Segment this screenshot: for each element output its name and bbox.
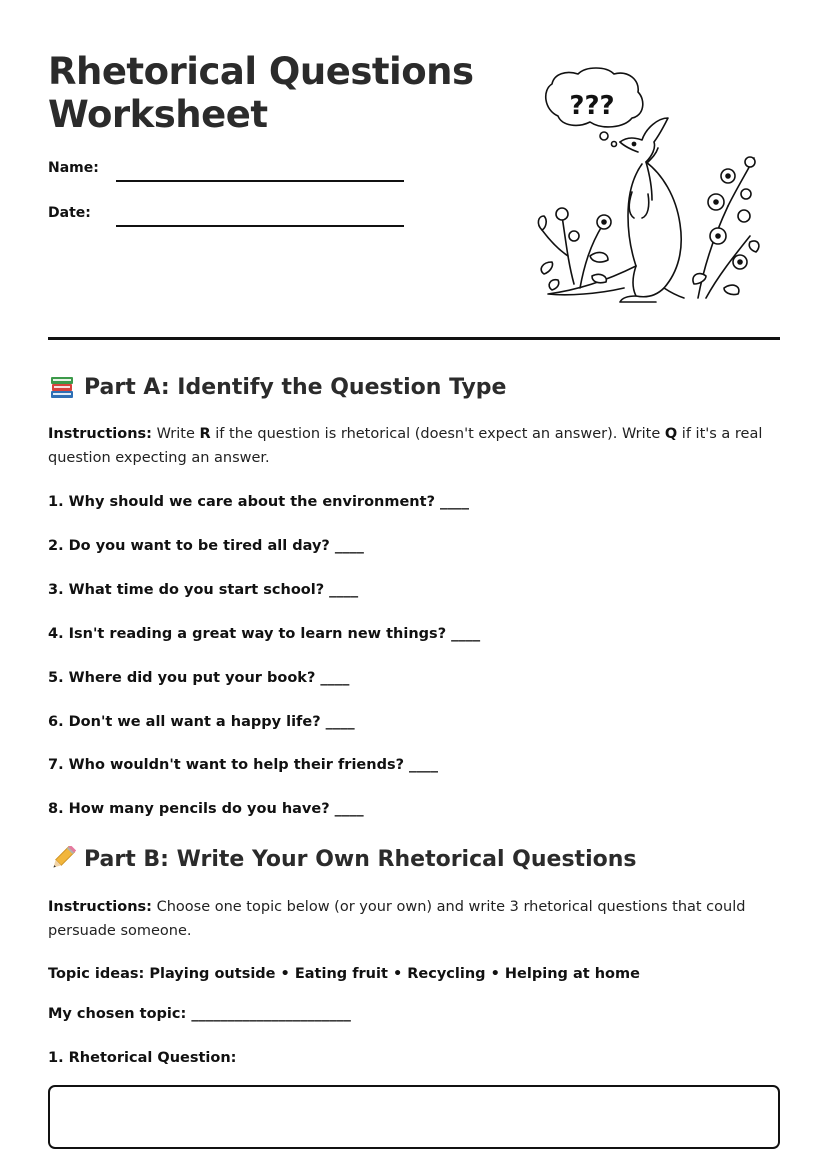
title-line-1: Rhetorical Questions bbox=[48, 50, 474, 93]
question-item: 5. Where did you put your book? ____ bbox=[48, 670, 350, 686]
name-line bbox=[116, 180, 404, 182]
part-a-instructions-text-3: if it's a real question expecting an answer. bbox=[48, 426, 763, 466]
part-b-instructions-label: Instructions: bbox=[48, 899, 152, 915]
question-item: 8. How many pencils do you have? ____ bbox=[48, 801, 364, 817]
kangaroo-with-question-marks-icon bbox=[528, 66, 764, 306]
question-item: 1. Why should we care about the environment? ____ bbox=[48, 494, 470, 510]
date-label: Date: bbox=[48, 205, 91, 221]
part-a-heading bbox=[48, 374, 506, 400]
chosen-topic-field[interactable]: My chosen topic: ______________________ bbox=[48, 1006, 351, 1022]
question-item: 7. Who wouldn't want to help their friends? ____ bbox=[48, 757, 439, 773]
part-a-instructions-label: Instructions: bbox=[48, 426, 152, 442]
title-line-2: Worksheet bbox=[48, 93, 268, 136]
part-a-instructions-text-1: Write bbox=[151, 426, 200, 442]
question-item: 6. Don't we all want a happy life? ____ bbox=[48, 714, 355, 730]
books-icon bbox=[48, 374, 76, 400]
part-a-instructions-text-2: if the question is rhetorical (doesn't expect an answer). Write bbox=[210, 426, 665, 442]
part-a-instructions-q: Q bbox=[664, 426, 678, 442]
part-a-heading-text: Part A: Identify the Question Type bbox=[84, 374, 507, 400]
question-item: 2. Do you want to be tired all day? ____ bbox=[48, 538, 364, 554]
rhetorical-question-1-label: 1. Rhetorical Question: bbox=[48, 1050, 237, 1066]
topic-ideas: Topic ideas: Playing outside • Eating fruit • Recycling • Helping at home bbox=[48, 966, 640, 982]
thought-bubble-text: ??? bbox=[569, 91, 615, 121]
pencil-icon bbox=[48, 846, 76, 872]
part-b-heading-text: Part B: Write Your Own Rhetorical Questions bbox=[84, 846, 637, 872]
question-item: 3. What time do you start school? ____ bbox=[48, 582, 359, 598]
header-divider bbox=[48, 337, 780, 340]
rhetorical-question-1-answer-box[interactable] bbox=[48, 1085, 780, 1149]
page-title bbox=[48, 50, 474, 136]
part-a-instructions bbox=[48, 422, 778, 470]
part-b-instructions-text: Choose one topic below (or your own) and write 3 rhetorical questions that could persuade someone. bbox=[48, 899, 746, 939]
part-b-heading bbox=[48, 846, 636, 872]
part-a-instructions-r: R bbox=[199, 426, 211, 442]
date-line bbox=[116, 225, 404, 227]
name-label: Name: bbox=[48, 160, 99, 176]
question-item: 4. Isn't reading a great way to learn new things? ____ bbox=[48, 626, 481, 642]
part-b-instructions bbox=[48, 895, 778, 943]
